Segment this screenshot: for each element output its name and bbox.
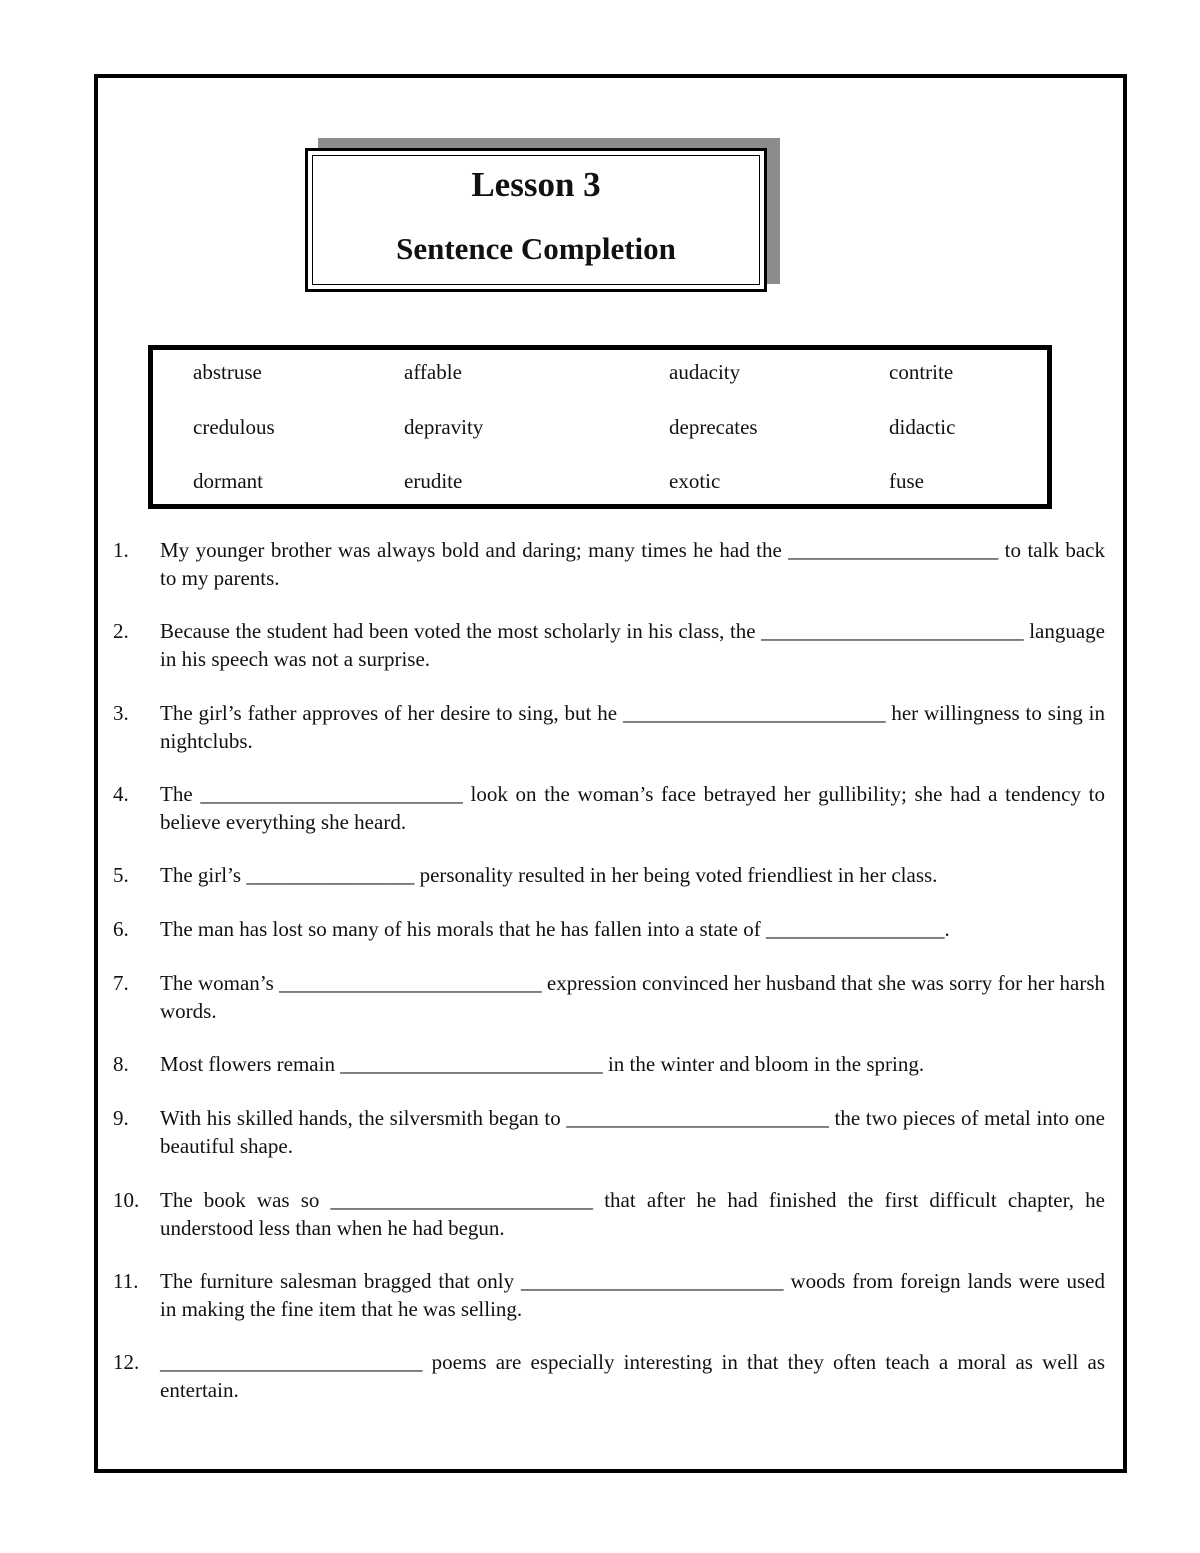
word-bank-item: depravity [404, 415, 484, 439]
question-number: 4. [113, 782, 129, 806]
word-bank-item: contrite [889, 360, 954, 384]
word-bank-item: affable [404, 360, 462, 384]
question-text: The book was so _________________________ that after he had finished the first difficult chapter, he understood less than when he had begun. [160, 1188, 1105, 1240]
question-number: 1. [113, 538, 129, 562]
question-number: 9. [113, 1106, 129, 1130]
question-number: 12. [113, 1350, 140, 1374]
question-number: 7. [113, 971, 129, 995]
lesson-title: Lesson 3 [471, 165, 601, 204]
question-number: 5. [113, 863, 129, 887]
question-number: 2. [113, 619, 129, 643]
word-bank-item: exotic [669, 469, 721, 493]
question-number: 3. [113, 701, 129, 725]
question-text: The _________________________ look on the woman’s face betrayed her gullibility; she had a tendency to believe everything she heard. [160, 782, 1105, 834]
word-bank-item: abstruse [193, 360, 262, 384]
word-bank-item: audacity [669, 360, 741, 384]
title-box [305, 148, 767, 292]
question-text: The woman’s _________________________ expression convinced her husband that she was sorry for her harsh words. [160, 971, 1105, 1023]
question-text: The furniture salesman bragged that only _________________________ woods from foreign lands were used in making the fine item that he was selling. [160, 1269, 1105, 1321]
question-text: The girl’s father approves of her desire to sing, but he _________________________ her willingness to sing in nightclubs. [160, 701, 1105, 753]
question-text: The girl’s ________________ personality resulted in her being voted friendliest in her class. [160, 863, 938, 887]
word-bank-item: credulous [193, 415, 275, 439]
question-text: With his skilled hands, the silversmith began to _________________________ the two pieces of metal into one beautiful shape. [160, 1106, 1105, 1158]
word-bank-item: deprecates [669, 415, 758, 439]
question-number: 6. [113, 917, 129, 941]
question-number: 10. [113, 1188, 140, 1212]
word-bank-item: didactic [889, 415, 956, 439]
word-bank-item: erudite [404, 469, 463, 493]
word-bank-item: dormant [193, 469, 263, 493]
question-text: Because the student had been voted the most scholarly in his class, the _________________________ language in his speech was not a surprise. [160, 619, 1105, 671]
question-text: My younger brother was always bold and daring; many times he had the ____________________ to talk back to my parents. [160, 538, 1105, 590]
question-text: Most flowers remain _________________________ in the winter and bloom in the spring. [160, 1052, 925, 1076]
word-bank-item: fuse [889, 469, 924, 493]
question-number: 8. [113, 1052, 129, 1076]
question-text: _________________________ poems are especially interesting in that they often teach a moral as well as entertain. [160, 1350, 1105, 1402]
question-number: 11. [113, 1269, 139, 1293]
lesson-subtitle: Sentence Completion [396, 231, 676, 266]
word-bank [148, 345, 1052, 509]
question-text: The man has lost so many of his morals that he has fallen into a state of _________________. [160, 917, 950, 941]
